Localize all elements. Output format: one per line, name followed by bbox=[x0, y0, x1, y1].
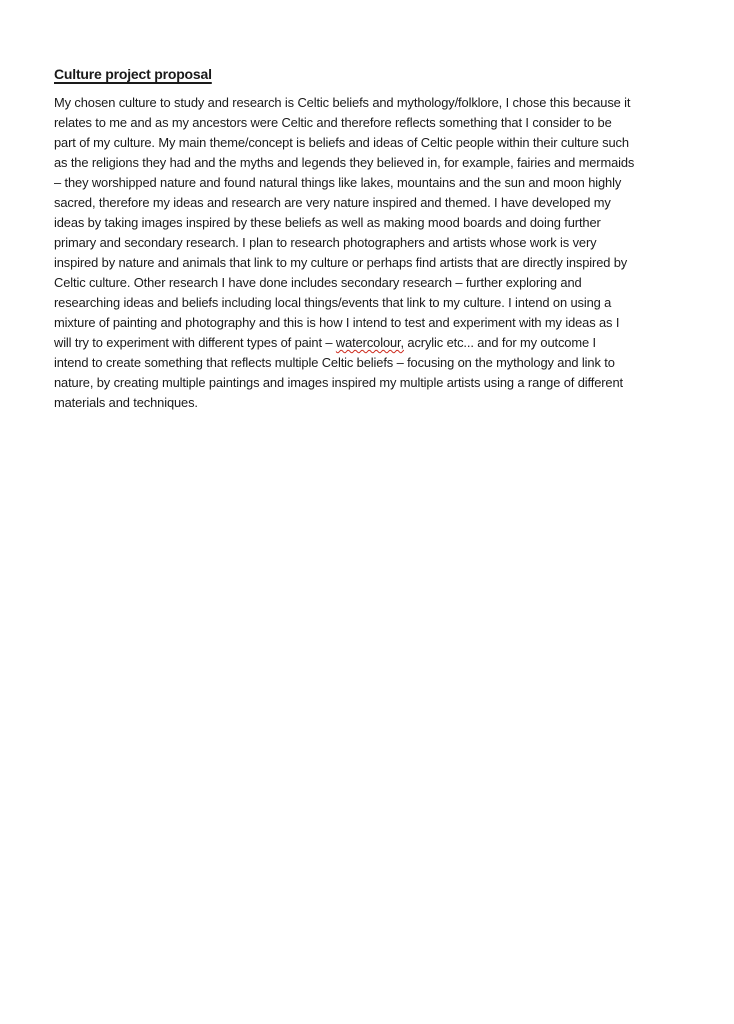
text-segment: relates to me and as my ancestors were Celtic and therefore reflects something that I consider to be bbox=[54, 115, 612, 130]
text-segment: – they worshipped nature and found natural things like lakes, mountains and the sun and moon highly bbox=[54, 175, 622, 190]
text-segment: materials and techniques. bbox=[54, 395, 198, 410]
text-segment: intend to create something that reflects multiple Celtic beliefs – focusing on the mythology and link to bbox=[54, 355, 615, 370]
text-segment: inspired by nature and animals that link to my culture or perhaps find artists that are directly inspired by bbox=[54, 255, 628, 270]
paragraph-line bbox=[54, 173, 690, 193]
text-segment: mixture of painting and photography and this is how I intend to test and experiment with my ideas as I bbox=[54, 315, 620, 330]
document-content bbox=[54, 64, 690, 413]
document-title: Culture project proposal bbox=[54, 66, 212, 82]
text-segment: researching ideas and beliefs including local things/events that link to my culture. I intend on using a bbox=[54, 295, 612, 310]
text-segment: will try to experiment with different types of paint – bbox=[54, 335, 336, 350]
text-segment: as the religions they had and the myths and legends they believed in, for example, fairies and mermaids bbox=[54, 155, 635, 170]
paragraph-line bbox=[54, 193, 690, 213]
paragraph-line bbox=[54, 353, 690, 373]
text-segment: ideas by taking images inspired by these beliefs as well as making mood boards and doing further bbox=[54, 215, 601, 230]
paragraph-line bbox=[54, 253, 690, 273]
paragraph-line bbox=[54, 393, 690, 413]
text-segment: nature, by creating multiple paintings and images inspired my multiple artists using a range of different bbox=[54, 375, 623, 390]
paragraph-line bbox=[54, 93, 690, 113]
text-segment: Celtic culture. Other research I have done includes secondary research – further exploring and bbox=[54, 275, 582, 290]
text-segment: primary and secondary research. I plan to research photographers and artists whose work is very bbox=[54, 235, 597, 250]
paragraph-line bbox=[54, 213, 690, 233]
paragraph-line bbox=[54, 133, 690, 153]
text-segment: sacred, therefore my ideas and research are very nature inspired and themed. I have developed my bbox=[54, 195, 611, 210]
text-segment: acrylic etc... and for my outcome I bbox=[403, 335, 596, 350]
paragraph-line bbox=[54, 153, 690, 173]
paragraph-line bbox=[54, 333, 690, 353]
paragraph-line bbox=[54, 313, 690, 333]
paragraph-line bbox=[54, 373, 690, 393]
paragraph-line bbox=[54, 293, 690, 313]
spellcheck-squiggle-word: watercolour, bbox=[335, 335, 404, 350]
paragraph-line bbox=[54, 113, 690, 133]
paragraph-line bbox=[54, 233, 690, 253]
proposal-paragraph bbox=[54, 93, 690, 413]
paragraph-line bbox=[54, 273, 690, 293]
text-segment: My chosen culture to study and research is Celtic beliefs and mythology/folklore, I chose this because it bbox=[54, 95, 631, 110]
text-segment: part of my culture. My main theme/concept is beliefs and ideas of Celtic people within their culture such bbox=[54, 135, 629, 150]
